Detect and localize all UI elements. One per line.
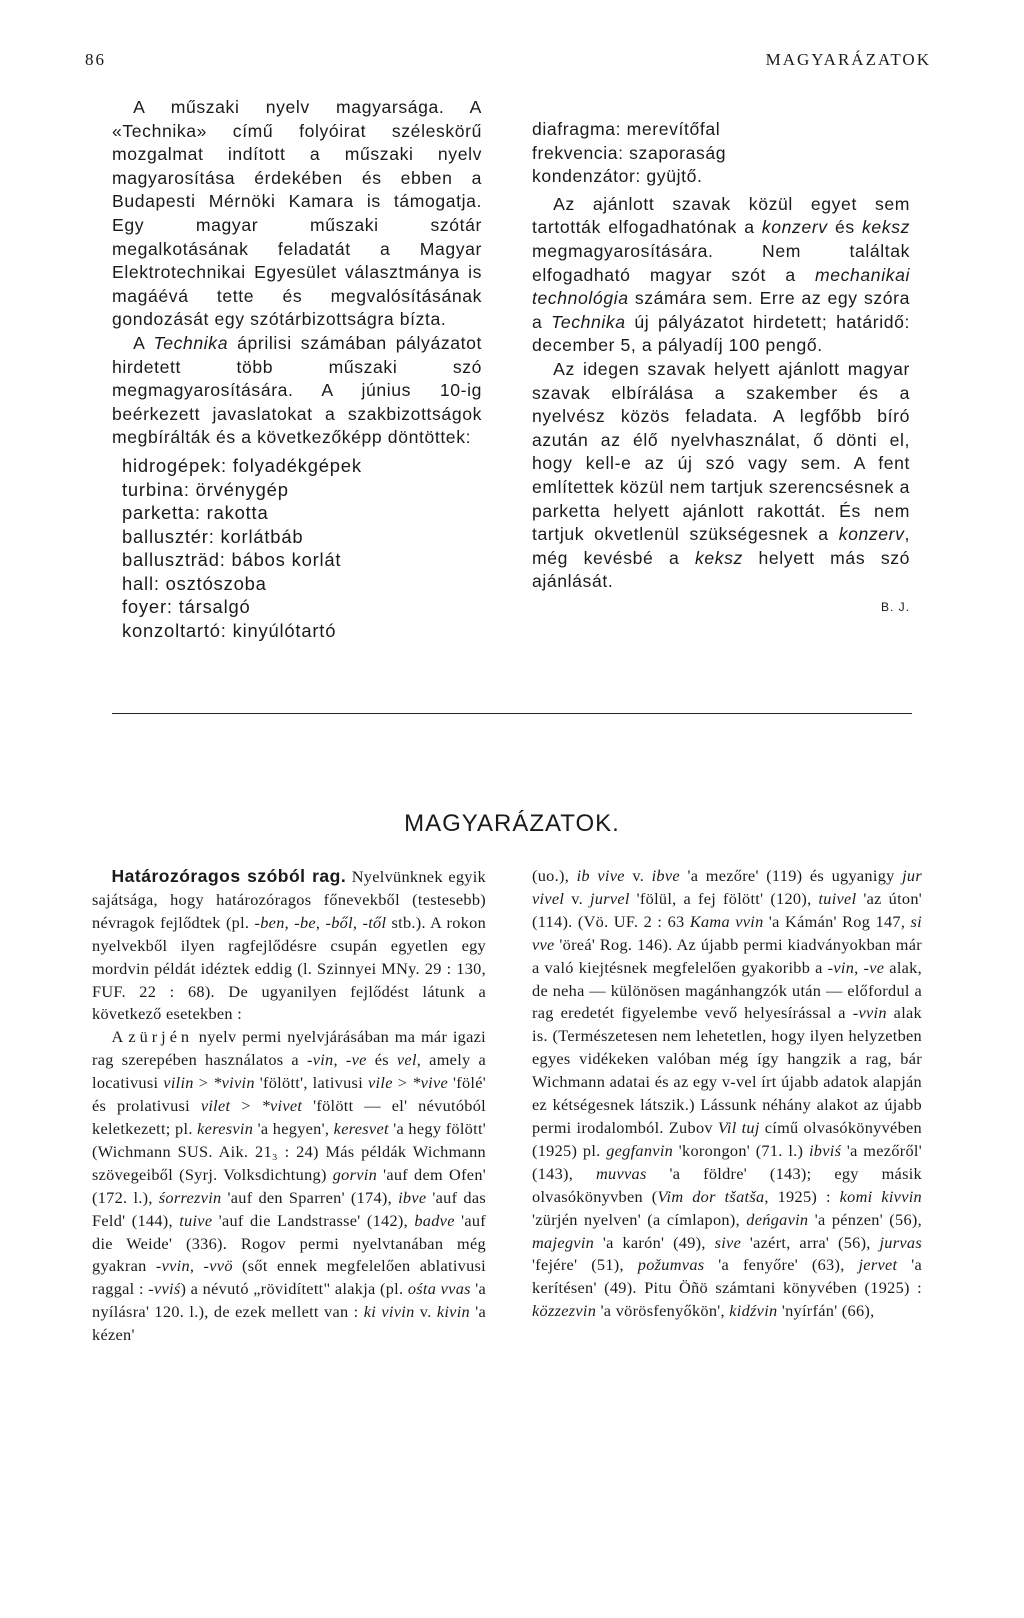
running-title: MAGYARÁZATOK: [765, 50, 931, 69]
text-run: 'a pénzen' (56),: [808, 1209, 922, 1229]
text-run: Nyelvünknek egyik sajátsága, hogy határozóragos főnevekből (testesebb) névragok fejlődtek (pl.: [92, 867, 486, 932]
article-paragraph-7: [532, 865, 922, 1323]
glossary-item: balluszträd: bábos korlát: [122, 549, 342, 571]
text-run: 'fejére' (51),: [532, 1255, 638, 1275]
text-run: 'korongon' (71. l.): [673, 1140, 809, 1160]
text-run: és: [827, 217, 863, 238]
text-run: című olvasókönyvében (1925) pl.: [532, 1117, 922, 1160]
text-run: 'auf die Landstrasse' (142),: [212, 1210, 415, 1230]
bottom-right-column: [532, 865, 922, 1323]
italic-run: keresvet: [333, 1118, 389, 1138]
text-run: v.: [564, 888, 590, 908]
text-run: 'a fenyőre' (63),: [704, 1255, 859, 1275]
article-heading: Határozóragos szóból rag.: [111, 866, 347, 886]
section-divider: [112, 713, 912, 714]
text-run: 'fölött — el' névutóból keletkezett; pl.: [92, 1096, 486, 1138]
text-run: nyelv permi nyelvjárásában ma már igazi rag szerepében használatos a: [92, 1027, 486, 1070]
italic-run: komi kivvin: [839, 1186, 922, 1206]
italic-run: Vim dor tšatša: [657, 1186, 765, 1206]
italic-run: ośta vvas: [407, 1279, 471, 1299]
text-run: Az ajánlott szavak közül egyet sem tartották elfogadhatónak a: [532, 193, 910, 238]
italic-run: deńgavin: [746, 1209, 809, 1229]
glossary-item: konzoltartó: kinyúlótartó: [122, 620, 337, 642]
glossary-item: parketta: rakotta: [122, 502, 269, 524]
article-paragraph-5: [92, 865, 486, 1026]
text-run: 'auf das Feld' (144),: [92, 1187, 486, 1230]
italic-run: jurvas: [879, 1232, 922, 1252]
italic-run: požumvas: [637, 1255, 705, 1275]
italic-run: gegfanvin: [606, 1140, 674, 1160]
italic-run: vile: [368, 1073, 393, 1093]
article-paragraph-3: [532, 193, 910, 358]
text-run: A: [133, 332, 154, 353]
italic-run: tuive: [179, 1210, 213, 1230]
text-run: 'fölül, a fej fölött' (120),: [629, 888, 819, 908]
text-run: ,: [854, 957, 864, 977]
glossary-item: foyer: társalgó: [122, 596, 251, 618]
spaced-run: zürjén: [128, 1027, 194, 1047]
text-run: 'nyírfán' (66),: [777, 1301, 875, 1321]
text-run: alak is. (Természetesen nem lehetetlen, hogy ilyen helyzetben egyes vidékeken valóban még így hangzik a rag, bár Wichmann adatai és az egy v-vel írt újabb adatok alapján ez kétségesnek látszik.) Lássunk néhány alakot az újabb permi irodalomból. Zubov: [532, 1003, 923, 1137]
italic-run: keksz: [862, 217, 911, 238]
text-run: 'öreá' Rog. 146). Az újabb permi kiadványokban már a való kiejtésnek megfelelően gyakoribb a: [532, 934, 922, 977]
italic-run: kidźvin: [729, 1301, 778, 1321]
italic-run: muvvas: [596, 1163, 647, 1183]
italic-run: Technika: [153, 332, 229, 353]
italic-run: -vvin: [852, 1003, 887, 1023]
italic-run: ki vivin: [363, 1302, 415, 1322]
italic-run: konzerv: [761, 217, 828, 238]
text-run: , még kevésbé a: [532, 524, 910, 568]
italic-run: vilin: [163, 1073, 194, 1093]
author-signature: B. J.: [880, 599, 910, 614]
italic-run: jurvel: [589, 888, 630, 908]
text-run: A: [111, 1027, 129, 1047]
text-run: 'a mezőről' (143),: [532, 1140, 922, 1183]
italic-run: kivin: [436, 1302, 470, 1322]
text-run: (uo.),: [532, 866, 577, 885]
text-run: alak, de neha — különösen magánhangzók után — előfordul a rag eredetét figyelembe vevő helyesírással a: [532, 957, 922, 1023]
glossary-list: [122, 454, 482, 643]
italic-run: keksz: [694, 547, 743, 568]
text-run: 'a hegy fölött' (Wichmann SUS. Aik. 21₃ : 24) Más példák Wichmann szövegeiből (Syrj. Volksdichtung): [92, 1118, 487, 1184]
italic-run: tuivel: [818, 888, 857, 908]
text-run: 'auf dem Ofen' (172. l.),: [92, 1164, 486, 1207]
text-run: >: [193, 1073, 214, 1093]
italic-run: Vil tuj: [717, 1117, 760, 1137]
text-run: 'a kézen': [92, 1302, 486, 1345]
text-run: 'a nyílásra' 120. l.), de ezek mellett van :: [92, 1279, 487, 1322]
top-left-column: [112, 96, 482, 643]
italic-run: ib vive: [576, 866, 625, 885]
glossary-item: diafragma: merevítőfal: [532, 119, 721, 139]
glossary-list-continued: [532, 118, 910, 189]
text-run: 'azért, arra' (56),: [741, 1232, 880, 1252]
italic-run: vilet: [200, 1096, 231, 1116]
text-run: 'zürjén nyelven' (a címlapon),: [532, 1209, 747, 1229]
text-run: 'a Kámán' Rog 147,: [763, 911, 911, 931]
italic-run: vel: [396, 1050, 417, 1070]
glossary-item: ballusztér: korlátbáb: [122, 525, 304, 547]
text-run: 'auf den Sparren' (174),: [221, 1187, 399, 1207]
page-number: 86: [85, 50, 106, 69]
article-paragraph-4: [532, 358, 910, 594]
text-run: 'fölé' és prolativusi: [92, 1073, 486, 1116]
italic-run: -vin: [827, 957, 855, 977]
italic-run: Kama vvin: [689, 911, 764, 931]
italic-run: *vivin: [213, 1073, 255, 1093]
text-run: 'a földre' (143); egy másik olvasókönyvben (: [532, 1163, 922, 1206]
text-run: >: [230, 1096, 262, 1116]
article-paragraph-6: [92, 1026, 486, 1347]
text-run: számára sem. Erre az egy szóra a: [532, 288, 910, 332]
italic-run: ibve: [651, 866, 680, 885]
text-run: 'a hegyen',: [253, 1118, 334, 1138]
text-run: v.: [624, 866, 652, 885]
italic-run: *vive: [412, 1073, 449, 1093]
text-run: 'auf die Weide' (336). Rogov permi nyelvtanában még gyakran: [92, 1210, 487, 1276]
glossary-item: kondenzátor: gyüjtő.: [532, 166, 703, 187]
text-run: , amely a locativusi: [92, 1050, 487, 1093]
italic-run: sive: [714, 1232, 742, 1252]
glossary-item: hidrogépek: folyadékgépek: [122, 454, 362, 476]
italic-run: -vvin, -vvö: [155, 1256, 233, 1276]
text-run: új pályázatot hirdetett; határidő: december 5, a pályadíj 100 pengő.: [532, 311, 910, 356]
italic-run: jervet: [858, 1255, 898, 1275]
text-run: 'az úton' (114). (Vö. UF. 2 : 63: [532, 888, 923, 931]
italic-run: -vviś: [148, 1279, 181, 1299]
bottom-left-column: [92, 865, 486, 1347]
glossary-item: turbina: örvénygép: [122, 478, 289, 500]
text-run: helyett más szó ajánlását.: [532, 547, 910, 592]
italic-run: keresvin: [197, 1118, 254, 1138]
italic-run: jur vivel: [532, 866, 922, 908]
italic-run: gorvin: [332, 1164, 378, 1184]
italic-run: ibviś: [808, 1140, 842, 1160]
italic-run: Technika: [551, 311, 626, 332]
text-run: >: [392, 1073, 413, 1093]
italic-run: -ve: [863, 957, 885, 977]
italic-run: badve: [414, 1210, 455, 1230]
italic-run: -vin, -ve: [306, 1050, 367, 1070]
text-run: ) a névutó „rövidített" alakja (pl.: [180, 1279, 408, 1299]
text-run: 'a mezőre' (119) és ugyanigy: [679, 866, 903, 885]
top-right-column: [532, 118, 910, 619]
text-run: 'a vörösfenyőkön',: [596, 1301, 730, 1321]
section-title: MAGYARÁZATOK.: [404, 810, 620, 837]
text-run: és: [366, 1050, 397, 1070]
text-run: v.: [414, 1302, 437, 1322]
text-run: (sőt ennek megfelelően ablativusi raggal :: [92, 1256, 486, 1299]
text-run: 'a karón' (49),: [594, 1232, 715, 1252]
italic-run: majegvin: [532, 1232, 595, 1252]
article-paragraph-2: [112, 332, 482, 450]
article-paragraph-1: A műszaki nyelv magyarsága. A «Technika» című folyóirat széleskörű mozgalmat indított a műszaki nyelv magyarosítása érdekében és ebben a Budapesti Mérnöki Kamara is támogatja. Egy magyar műszaki szótár megalkotásának feladatát a Magyar Elektrotechnikai Egyesület választmánya is magáévá tette és megvalósításának gondozását egy szótárbizottságra bízta.: [112, 97, 482, 330]
italic-run: konzerv: [838, 524, 905, 545]
text-run: stb.). A rokon nyelvekből ilyen ragfejlődésre csupán egyetlen egy mordvin példát idéztek eddig (l. Szinnyei MNy. 29 : 130, FUF. 22 : 68). De ugyanilyen fejlődést látunk a következő esetekben :: [92, 912, 487, 1024]
glossary-item: frekvencia: szaporaság: [532, 142, 727, 163]
italic-run: śorrezvin: [158, 1187, 222, 1207]
text-run: megmagyarosítására. Nem találtak elfogadható magyar szót a: [532, 240, 910, 285]
italic-run: si vve: [532, 911, 923, 954]
italic-run: -ben, -be, -ből, -től: [254, 912, 387, 932]
italic-run: ibve: [398, 1187, 427, 1207]
italic-run: mechanikai technológia: [532, 264, 910, 309]
italic-run: közzezvin: [532, 1301, 597, 1321]
glossary-item: hall: osztószoba: [122, 572, 267, 594]
italic-run: *vivet: [261, 1096, 303, 1116]
text-run: Az idegen szavak helyett ajánlott magyar szavak elbírálása a szakember és a nyelvész közös feladata. A legfőbb bíró azután az élő nyelvhasználat, ő dönti el, hogy kell-e az új szó vagy sem. A fent említettek közül nem tartjuk szerencsésnek a parketta helyett ajánlott rakottát. És nem tartjuk okvetlenül szükségesnek a: [532, 358, 910, 545]
text-run: 'a kerítésen' (49). Pitu Öñö számtani könyvében (1925) :: [532, 1255, 922, 1298]
text-run: 'fölött', lativusi: [254, 1073, 369, 1093]
text-run: áprilisi számában pályázatot hirdetett több műszaki szó megmagyarosítására. A június 10-ig beérkezett javaslatokat a szakbizottságok megbírálták és a következőképp döntöttek:: [112, 332, 482, 448]
text-run: , 1925) :: [764, 1186, 840, 1206]
